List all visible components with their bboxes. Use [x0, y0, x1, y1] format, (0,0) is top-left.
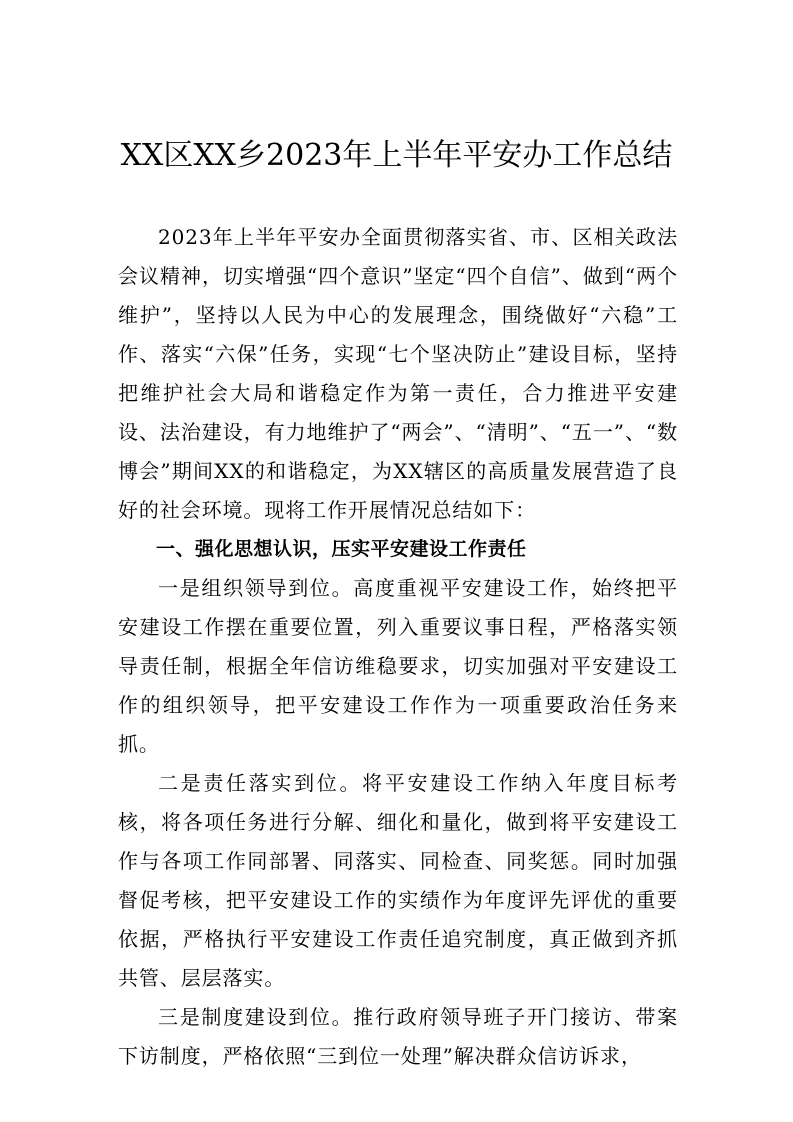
- paragraph-organization: 一是组织领导到位。高度重视平安建设工作，始终把平安建设工作摆在重要位置，列入重要议事日程，严格落实领导责任制，根据全年信访维稳要求，切实加强对平安建设工作的组织领导，把平安建设工作作为一项重要政治任务来抓。: [118, 576, 678, 756]
- paragraph-responsibility: 二是责任落实到位。将平安建设工作纳入年度目标考核，将各项任务进行分解、细化和量化，做到将平安建设工作与各项工作同部署、同落实、同检查、同奖惩。同时加强督促考核，把平安建设工作的实绩作为年度评先评优的重要依据，严格执行平安建设工作责任追究制度，真正做到齐抓共管、层层落实。: [118, 771, 678, 990]
- paragraph-system-building: 三是制度建设到位。推行政府领导班子开门接访、带案下访制度，严格依照“三到位一处理”解决群众信访诉求，: [118, 1005, 678, 1068]
- intro-paragraph: 2023年上半年平安办全面贯彻落实省、市、区相关政法会议精神，切实增强“四个意识”坚定“四个自信”、做到“两个维护”，坚持以人民为中心的发展理念，围绕做好“六稳”工作、落实“六保”任务，实现“七个坚决防止”建设目标，坚持把维护社会大局和谐稳定作为第一责任，合力推进平安建设、法治建设，有力地维护了“两会”、“清明”、“五一”、“数博会”期间XX的和谐稳定，为XX辖区的高质量发展营造了良好的社会环境。现将工作开展情况总结如下：: [118, 225, 678, 522]
- document-title: XX区XX乡2023年上半年平安办工作总结: [120, 138, 673, 173]
- document-body: [118, 218, 678, 1076]
- section-heading-1: 一、强化思想认识，压实平安建设工作责任: [156, 538, 527, 560]
